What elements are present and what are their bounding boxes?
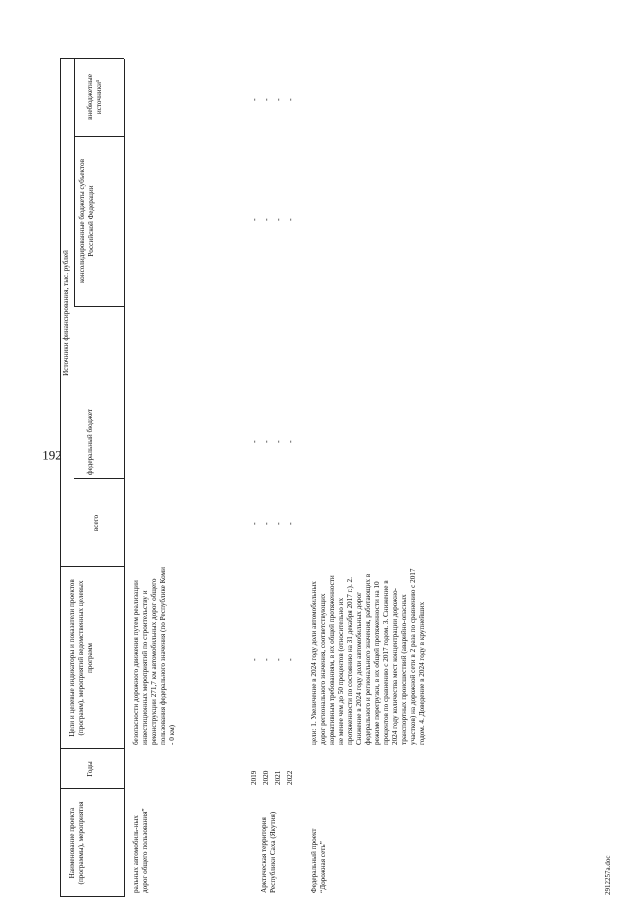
dash-goal-2021: - (274, 658, 283, 661)
page-number: 192 (42, 447, 62, 463)
table-right-border (60, 58, 124, 59)
row2-year-2020: 2020 (262, 770, 270, 785)
dash-extra-2020: - (262, 98, 271, 101)
dash-federal-2020: - (262, 440, 271, 443)
table-left-border (60, 896, 124, 897)
col-divider-extra (74, 136, 124, 137)
row3-project-name: Федеральный проект “Дорожная сеть” (310, 828, 327, 893)
dash-federal-2021: - (274, 440, 283, 443)
col-divider-goals (60, 748, 124, 749)
header-federal-budget: федеральный бюджет (86, 408, 94, 476)
header-bottom-border (124, 59, 125, 897)
header-funding-sources: Источники финансирования, тыс. рублей (62, 250, 70, 376)
dash-total-2020: - (262, 522, 271, 525)
dash-extra-2022: - (286, 98, 295, 101)
header-years: Годы (86, 761, 94, 777)
col-divider-sources (60, 566, 124, 567)
dash-regional-2021: - (274, 218, 283, 221)
header-extrabudgetary: внебюджетные источники¹ (86, 74, 103, 120)
row3-goal-text: цели: 1. Увеличение в 2024 году доли автомобильных дорог регионального значения, соответствующих нормативным требованиям, в их общей протяженности не менее чем до 50 процентов (относительно их протяженности по состоянию на 31 декабря 2017 г.). 2. Снижение в 2024 году доли автомобильных дорог федерального и регионального значения, работающих в режиме перегрузки, в их общей протяженности на 10 процентов по сравнению с 2017 годом. 3. Снижение в 2024 году количества мест концентрации дорожно-транспортных происшествий (аварийно-опасных участков) на дорожной сети в 2 раза по сравнению с 2017 годом. 4. Доведение в 2024 году в крупнейших (310, 568, 426, 745)
table-top-border (60, 59, 61, 897)
dash-total-2021: - (274, 522, 283, 525)
row2-year-2021: 2021 (274, 770, 282, 785)
dash-total-2019: - (250, 522, 259, 525)
row2-year-2019: 2019 (250, 770, 258, 785)
dash-goal-2022: - (286, 658, 295, 661)
header-project-name: Наименование проекта (программы), мероприятия (68, 801, 85, 885)
col-divider-years (60, 788, 124, 789)
dash-regional-2022: - (286, 218, 295, 221)
dash-extra-2021: - (274, 98, 283, 101)
header-total: всего (92, 514, 100, 532)
dash-regional-2019: - (250, 218, 259, 221)
sources-subheader-line (74, 59, 75, 307)
dash-goal-2020: - (262, 658, 271, 661)
financing-table (60, 59, 560, 897)
dash-goal-2019: - (250, 658, 259, 661)
dash-extra-2019: - (250, 98, 259, 101)
dash-total-2022: - (286, 522, 295, 525)
dash-regional-2020: - (262, 218, 271, 221)
dash-federal-2022: - (286, 440, 295, 443)
col-divider-federal (74, 478, 124, 479)
row1-goal-text: безопасности дорожного движения путем реализации инвестиционных мероприятий по строительству и реконструкции 271,7 км автомобильных дорог общего пользования федерального значения (по Республике Коми - 0 км) (132, 567, 176, 745)
header-goals: Цели и целевые индикаторы и показатели проектов (программ), мероприятий ведомственных целевых программ (68, 579, 94, 737)
row1-project-name: ральных автомобиль-ных дорог общего пользования” (132, 808, 149, 893)
col-divider-regional (74, 306, 124, 307)
row2-year-2022: 2022 (286, 770, 294, 785)
footer-filename: 2912257а.doc (604, 855, 612, 895)
dash-federal-2019: - (250, 440, 259, 443)
header-regional-budgets: консолидированные бюджеты субъектов Российской Федерации (78, 159, 95, 283)
row2-project-name: Арктическая территория Республики Саха (Якутия) (260, 811, 277, 893)
